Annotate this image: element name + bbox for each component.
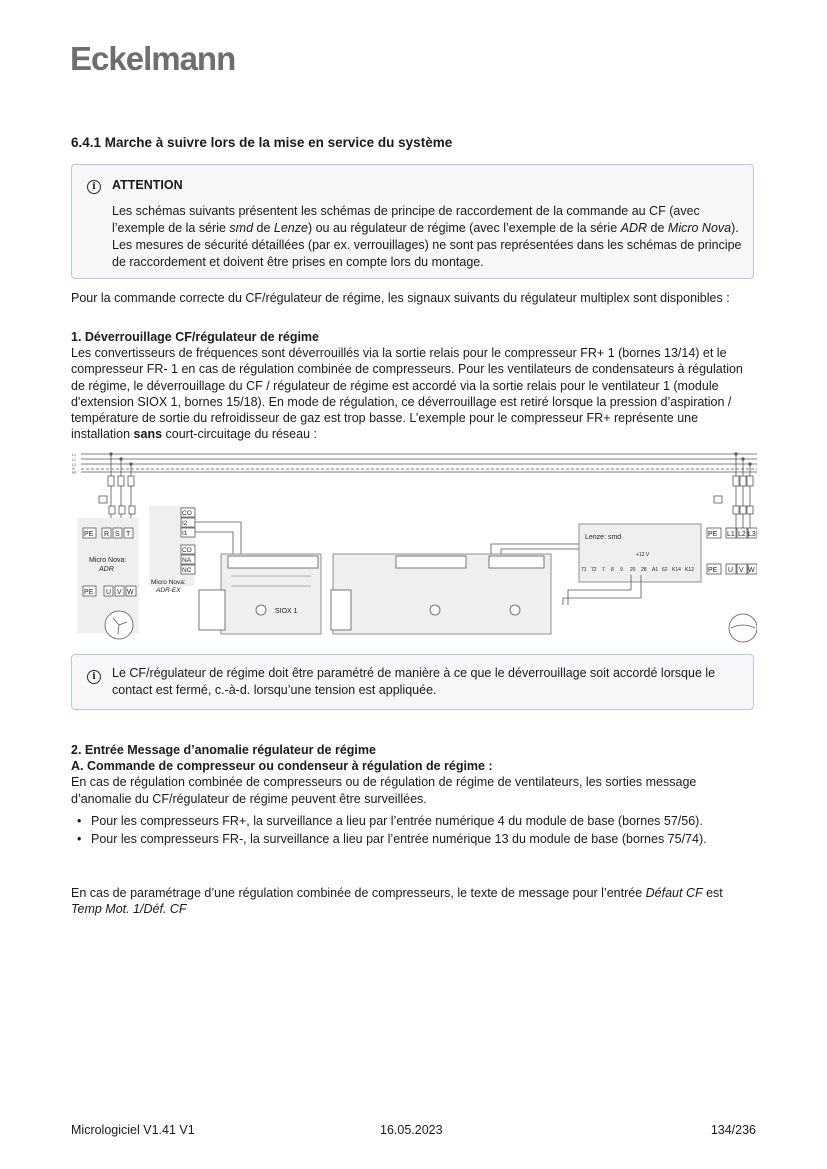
relay-contact: NC xyxy=(182,567,192,574)
terminal-label: PE xyxy=(84,589,94,596)
micro-nova-model: ADR xyxy=(99,566,114,573)
micro-nova-adr xyxy=(77,518,139,639)
note-box xyxy=(71,654,754,710)
wiring-diagram xyxy=(71,450,757,645)
info-icon: i xyxy=(87,180,101,194)
terminal-label: U xyxy=(728,567,734,574)
right-drive xyxy=(707,453,757,642)
relay-contact: NA xyxy=(182,557,192,564)
part1-heading: 1. Déverrouillage CF/régulateur de régime xyxy=(71,330,319,344)
list-item: • Pour les compresseurs FR+, la surveillance a lieu par l’entrée numérique 4 du module de base (bornes 57/56). xyxy=(77,813,757,829)
terminal-label: PE xyxy=(84,531,94,538)
terminal-label: S xyxy=(115,531,120,538)
intro-paragraph: Pour la commande correcte du CF/régulateur de régime, les signaux suivants du régulateur multiplex sont disponibles : xyxy=(71,291,730,305)
lenze-terminal: 20 xyxy=(630,567,636,573)
closing-paragraph: En cas de paramétrage d’une régulation combinée de compresseurs, le texte de message pour l’entrée Défaut CF est Temp Mot. 1/Déf. CF xyxy=(71,886,723,917)
terminal-label: PE xyxy=(708,567,718,574)
siox-module xyxy=(199,554,321,634)
phase-label: L3 xyxy=(72,463,76,467)
lenze-terminal: 8 xyxy=(611,567,614,573)
siox-label: SIOX 1 xyxy=(275,608,298,615)
adr-ex-model: ADR-EX xyxy=(156,587,181,594)
part1-block xyxy=(71,329,756,442)
lenze-terminal: 7 xyxy=(602,567,605,573)
relay-contact: CO xyxy=(182,547,192,554)
terminal-label: L2 xyxy=(738,531,746,538)
relay-contact: I1 xyxy=(182,530,188,537)
company-logo: Eckelmann xyxy=(70,40,236,77)
part2-text: En cas de régulation combinée de compresseurs ou de régulation de régime de ventilateurs, les sorties message d’anomalie du CF/régulateur de régime peuvent être surveillées. xyxy=(71,775,697,806)
list-item: • Pour les compresseurs FR-, la surveillance a lieu par l’entrée numérique 13 du module de base (bornes 75/74). xyxy=(77,831,757,847)
phase-label: L1 xyxy=(72,453,76,457)
terminal-label: PE xyxy=(708,531,718,538)
relay-contact: I2 xyxy=(182,520,188,527)
micro-nova-title: Micro Nova: xyxy=(89,557,127,564)
adr-ex-title: Micro Nova: xyxy=(151,579,186,586)
lenze-terminal: A1 xyxy=(652,567,659,573)
terminal-label: L1 xyxy=(727,531,735,538)
footer-version: Micrologiciel V1.41 V1 xyxy=(71,1123,195,1137)
terminal-label: R xyxy=(104,531,110,538)
relay-contact: CO xyxy=(182,510,192,517)
lenze-terminal: 9 xyxy=(620,567,623,573)
info-icon: i xyxy=(87,670,101,684)
phase-label: L2 xyxy=(72,458,76,462)
footer-date: 16.05.2023 xyxy=(380,1123,443,1137)
lenze-terminal: K14 xyxy=(672,567,681,573)
terminal-label: T xyxy=(126,531,131,538)
terminal-label: V xyxy=(739,567,744,574)
part2-block xyxy=(71,742,756,807)
terminal-label: V xyxy=(117,589,122,596)
lenze-smd xyxy=(563,524,701,605)
section-title: 6.4.1 Marche à suivre lors de la mise en service du système xyxy=(71,135,453,150)
attention-text: Les schémas suivants présentent les schémas de principe de raccordement de la commande au CF (avec l’exemple de la série smd de Lenze) ou au régulateur de régime (avec l’exemple de la série ADR de Micro Nova). Les mesures de sécurité détaillées (par ex. verrouillages) ne sont pas représentées dans les schémas de principe de raccordement et doivent être prises en compte lors du montage. xyxy=(112,204,742,269)
lenze-terminal: K12 xyxy=(685,567,694,573)
bullet-list xyxy=(77,813,757,849)
bus-lines xyxy=(81,454,757,472)
part2-heading: 2. Entrée Message d’anomalie régulateur de régime xyxy=(71,743,376,757)
lenze-terminal: 62 xyxy=(662,567,668,573)
lenze-terminal: 72 xyxy=(591,567,597,573)
terminal-label: W xyxy=(748,567,755,574)
base-modules xyxy=(331,544,611,634)
terminal-label: W xyxy=(127,589,134,596)
phase-label: PE xyxy=(72,471,77,475)
lenze-title: Lenze: smd xyxy=(585,534,622,541)
note-text: Le CF/régulateur de régime doit être paramétré de manière à ce que le déverrouillage soit accordé lorsque le contact est fermé, c.-à-d. lorsqu’une tension est appliquée. xyxy=(112,666,716,697)
lenze-voltage: +12 V xyxy=(636,552,650,558)
lenze-terminal: 28 xyxy=(641,567,647,573)
terminal-label: U xyxy=(106,589,112,596)
phase-label: N xyxy=(72,467,75,471)
attention-box xyxy=(71,164,754,279)
part1-text: Les convertisseurs de fréquences sont déverrouillés via la sortie relais pour le compresseur FR+ 1 (bornes 13/14) et le compresseur FR- 1 en cas de régulation combinée de compresseurs. Pour les ventilateurs de condensateurs à régulation de régime, le déverrouillage du CF / régulateur de régime est accordé via la sortie relais pour le ventilateur 1 (module d'extension SIOX 1, bornes 15/18). En mode de régulation, ce déverrouillage est retiré lorsque la pression d’aspiration / température de sortie du refroidisseur de gaz est trop basse. L’exemple pour le compresseur FR+ représente une installation sans court-circuitage du réseau : xyxy=(71,346,743,442)
attention-title: ATTENTION xyxy=(112,178,183,192)
lenze-terminal: 71 xyxy=(581,567,587,573)
part2-subheading: A. Commande de compresseur ou condenseur à régulation de régime : xyxy=(71,759,493,774)
footer-page-number: 134/236 xyxy=(710,1123,756,1137)
terminal-label: L3 xyxy=(748,531,756,538)
